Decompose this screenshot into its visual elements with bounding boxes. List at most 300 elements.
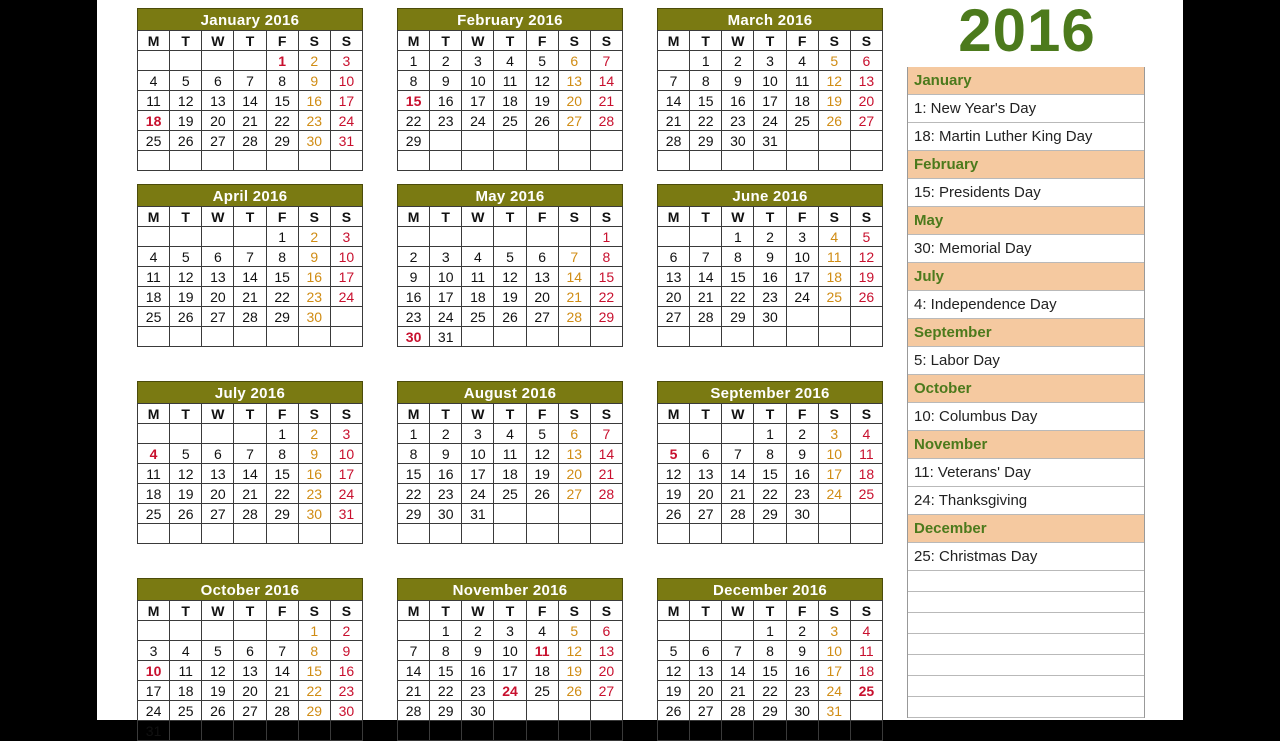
day-cell: 22 [266,484,298,504]
day-cell: 23 [298,111,330,131]
holiday-month-header: November [908,431,1144,459]
weekday-header: F [266,31,298,51]
weekday-header: S [850,404,882,424]
day-cell: 7 [398,641,430,661]
weekday-header: M [138,404,170,424]
day-cell: 16 [398,287,430,307]
day-cell: 22 [430,681,462,701]
weekday-header: S [330,207,362,227]
day-cell: 25 [494,111,526,131]
empty-day-cell [818,151,850,171]
day-cell: 22 [754,681,786,701]
day-cell: 30 [430,504,462,524]
day-cell: 12 [202,661,234,681]
empty-day-cell [690,721,722,741]
day-cell: 19 [558,661,590,681]
day-cell: 10 [430,267,462,287]
day-cell: 7 [722,641,754,661]
day-cell: 14 [658,91,690,111]
weekday-header: T [430,601,462,621]
day-cell: 1 [754,621,786,641]
weekday-header: T [234,601,266,621]
month-title: June 2016 [657,184,883,206]
day-cell: 1 [754,424,786,444]
day-cell: 4 [526,621,558,641]
weekday-header: S [850,31,882,51]
day-cell: 30 [330,701,362,721]
weekday-header: S [558,207,590,227]
day-cell: 27 [234,701,266,721]
weekday-header: T [170,404,202,424]
day-cell: 17 [494,661,526,681]
day-cell: 16 [754,267,786,287]
day-cell: 26 [658,504,690,524]
empty-day-cell [526,524,558,544]
day-cell: 2 [298,51,330,71]
day-cell: 9 [298,247,330,267]
day-cell: 17 [330,464,362,484]
empty-day-cell [494,504,526,524]
day-cell: 6 [690,641,722,661]
day-cell: 26 [558,681,590,701]
day-cell: 4 [786,51,818,71]
day-cell: 27 [526,307,558,327]
day-cell: 3 [754,51,786,71]
day-cell: 7 [234,247,266,267]
day-cell: 30 [298,131,330,151]
empty-day-cell [138,524,170,544]
month-calendar [657,578,883,741]
day-cell: 18 [850,661,882,681]
day-cell: 2 [430,424,462,444]
holiday-month-header: February [908,151,1144,179]
weekday-header: T [754,31,786,51]
empty-day-cell [398,721,430,741]
day-cell: 15 [266,464,298,484]
month-title: December 2016 [657,578,883,600]
month-calendar [657,381,883,544]
day-cell: 25 [170,701,202,721]
day-cell: 5 [658,444,690,464]
day-cell: 20 [558,91,590,111]
empty-day-cell [234,51,266,71]
day-cell: 30 [722,131,754,151]
day-cell: 23 [430,111,462,131]
day-cell: 28 [590,111,622,131]
day-cell: 19 [526,464,558,484]
empty-day-cell [330,151,362,171]
empty-day-cell [398,227,430,247]
month-title: May 2016 [397,184,623,206]
day-cell: 28 [398,701,430,721]
day-cell: 26 [202,701,234,721]
month-calendar [657,8,883,171]
day-cell: 11 [850,641,882,661]
empty-day-cell [398,621,430,641]
day-cell: 9 [754,247,786,267]
empty-day-cell [590,327,622,347]
day-cell: 5 [494,247,526,267]
day-cell: 14 [234,267,266,287]
day-cell: 5 [526,51,558,71]
day-cell: 12 [818,71,850,91]
weekday-header: T [234,207,266,227]
day-cell: 20 [558,464,590,484]
day-cell: 21 [690,287,722,307]
weekday-header: T [494,31,526,51]
weekday-header: S [590,207,622,227]
empty-day-cell [202,524,234,544]
empty-day-cell [722,151,754,171]
weekday-header: S [298,404,330,424]
empty-day-cell [430,151,462,171]
day-cell: 4 [138,247,170,267]
day-cell: 5 [526,424,558,444]
day-cell: 26 [818,111,850,131]
day-cell: 29 [754,701,786,721]
day-cell: 22 [398,484,430,504]
day-cell: 31 [330,131,362,151]
empty-day-cell [786,151,818,171]
day-cell: 28 [590,484,622,504]
day-cell: 21 [722,681,754,701]
day-cell: 21 [398,681,430,701]
day-cell: 10 [330,247,362,267]
day-cell: 2 [786,424,818,444]
day-cell: 8 [398,444,430,464]
day-cell: 2 [330,621,362,641]
day-cell: 14 [234,91,266,111]
day-cell: 15 [754,661,786,681]
day-cell: 16 [430,464,462,484]
day-cell: 26 [658,701,690,721]
day-cell: 4 [138,71,170,91]
day-cell: 4 [494,51,526,71]
day-cell: 26 [526,111,558,131]
day-cell: 18 [786,91,818,111]
day-cell: 29 [298,701,330,721]
day-cell: 20 [526,287,558,307]
empty-day-cell [786,131,818,151]
day-cell: 7 [590,424,622,444]
empty-day-cell [138,51,170,71]
day-cell: 20 [202,111,234,131]
day-cell: 13 [202,267,234,287]
day-cell: 22 [398,111,430,131]
empty-day-cell [298,721,330,741]
day-cell: 16 [786,464,818,484]
empty-day-cell [330,307,362,327]
day-cell: 29 [754,504,786,524]
empty-day-cell [398,524,430,544]
empty-day-cell [722,621,754,641]
weekday-header: W [202,404,234,424]
day-cell: 2 [298,227,330,247]
weekday-header: T [690,601,722,621]
day-cell: 9 [330,641,362,661]
holiday-month-header: May [908,207,1144,235]
day-cell: 8 [298,641,330,661]
weekday-header: W [202,207,234,227]
day-cell: 12 [658,464,690,484]
day-cell: 21 [590,464,622,484]
holiday-month-header: December [908,515,1144,543]
weekday-header: F [786,207,818,227]
day-cell: 19 [658,484,690,504]
empty-day-cell [590,131,622,151]
day-cell: 11 [494,71,526,91]
empty-day-cell [818,327,850,347]
day-cell: 10 [494,641,526,661]
day-cell: 9 [430,444,462,464]
day-cell: 29 [266,504,298,524]
day-cell: 9 [462,641,494,661]
day-cell: 28 [558,307,590,327]
day-cell: 26 [170,504,202,524]
empty-day-cell [850,131,882,151]
weekday-header: S [818,207,850,227]
day-cell: 9 [398,267,430,287]
weekday-header: T [170,31,202,51]
day-cell: 11 [526,641,558,661]
day-cell: 8 [590,247,622,267]
day-cell: 14 [234,464,266,484]
empty-day-cell [170,227,202,247]
empty-day-cell [234,621,266,641]
empty-day-cell [690,621,722,641]
weekday-header: T [170,207,202,227]
day-cell: 2 [754,227,786,247]
day-cell: 7 [234,444,266,464]
day-cell: 25 [494,484,526,504]
empty-day-cell [202,621,234,641]
day-cell: 19 [170,111,202,131]
blank-note-line [908,634,1144,655]
day-cell: 23 [722,111,754,131]
empty-day-cell [590,151,622,171]
day-cell: 27 [558,111,590,131]
empty-day-cell [170,327,202,347]
weekday-header: F [266,404,298,424]
day-cell: 3 [430,247,462,267]
month-title: February 2016 [397,8,623,30]
weekday-header: S [298,601,330,621]
day-cell: 2 [722,51,754,71]
day-cell: 22 [754,484,786,504]
empty-day-cell [722,327,754,347]
empty-day-cell [590,504,622,524]
day-cell: 18 [138,111,170,131]
empty-day-cell [526,151,558,171]
month-title: July 2016 [137,381,363,403]
weekday-header: M [658,404,690,424]
day-cell: 21 [266,681,298,701]
empty-day-cell [330,524,362,544]
weekday-header: W [462,207,494,227]
empty-day-cell [494,327,526,347]
day-cell: 28 [690,307,722,327]
day-cell: 15 [754,464,786,484]
day-cell: 10 [786,247,818,267]
day-cell: 28 [234,504,266,524]
weekday-header: T [170,601,202,621]
day-cell: 4 [462,247,494,267]
calendar-page [97,0,1183,739]
day-cell: 25 [526,681,558,701]
blank-note-line [908,655,1144,676]
weekday-header: M [398,404,430,424]
day-cell: 2 [462,621,494,641]
day-cell: 17 [818,661,850,681]
empty-day-cell [170,721,202,741]
day-cell: 23 [430,484,462,504]
day-cell: 11 [818,247,850,267]
day-cell: 12 [170,91,202,111]
month-grid [397,600,623,741]
empty-day-cell [234,721,266,741]
day-cell: 25 [786,111,818,131]
holiday-item: 1: New Year's Day [908,95,1144,123]
empty-day-cell [234,524,266,544]
day-cell: 20 [690,484,722,504]
empty-day-cell [202,327,234,347]
empty-day-cell [330,721,362,741]
empty-day-cell [850,524,882,544]
day-cell: 27 [202,307,234,327]
weekday-header: M [398,31,430,51]
day-cell: 5 [818,51,850,71]
weekday-header: S [558,601,590,621]
day-cell: 29 [398,504,430,524]
weekday-header: T [494,404,526,424]
weekday-header: F [526,601,558,621]
day-cell: 25 [818,287,850,307]
weekday-header: T [690,207,722,227]
month-grid [137,206,363,347]
empty-day-cell [170,621,202,641]
month-calendar [397,184,623,347]
month-grid [657,600,883,741]
empty-day-cell [266,524,298,544]
day-cell: 26 [170,307,202,327]
day-cell: 12 [494,267,526,287]
day-cell: 31 [754,131,786,151]
empty-day-cell [658,721,690,741]
weekday-header: F [266,207,298,227]
day-cell: 17 [138,681,170,701]
weekday-header: W [722,601,754,621]
day-cell: 30 [298,504,330,524]
empty-day-cell [786,524,818,544]
day-cell: 12 [526,71,558,91]
day-cell: 16 [298,267,330,287]
day-cell: 2 [430,51,462,71]
day-cell: 29 [266,131,298,151]
day-cell: 9 [298,444,330,464]
month-grid [657,206,883,347]
day-cell: 16 [298,464,330,484]
day-cell: 15 [690,91,722,111]
holiday-item: 10: Columbus Day [908,403,1144,431]
weekday-header: T [494,207,526,227]
day-cell: 18 [494,464,526,484]
day-cell: 17 [786,267,818,287]
day-cell: 6 [658,247,690,267]
weekday-header: W [722,404,754,424]
day-cell: 21 [234,111,266,131]
day-cell: 24 [430,307,462,327]
empty-day-cell [526,227,558,247]
holiday-item: 24: Thanksgiving [908,487,1144,515]
month-grid [397,206,623,347]
empty-day-cell [202,151,234,171]
day-cell: 2 [298,424,330,444]
day-cell: 10 [138,661,170,681]
day-cell: 7 [690,247,722,267]
empty-day-cell [430,227,462,247]
empty-day-cell [462,524,494,544]
day-cell: 25 [850,681,882,701]
day-cell: 13 [526,267,558,287]
day-cell: 30 [754,307,786,327]
day-cell: 5 [558,621,590,641]
weekday-header: F [786,31,818,51]
month-title: April 2016 [137,184,363,206]
day-cell: 7 [558,247,590,267]
day-cell: 11 [850,444,882,464]
day-cell: 21 [658,111,690,131]
day-cell: 30 [298,307,330,327]
empty-day-cell [170,424,202,444]
day-cell: 12 [170,267,202,287]
day-cell: 13 [690,464,722,484]
blank-note-line [908,613,1144,634]
day-cell: 1 [430,621,462,641]
year-title: 2016 [958,0,1096,64]
day-cell: 18 [138,287,170,307]
weekday-header: T [754,404,786,424]
day-cell: 9 [786,444,818,464]
day-cell: 11 [138,464,170,484]
day-cell: 12 [850,247,882,267]
day-cell: 23 [298,484,330,504]
day-cell: 31 [138,721,170,741]
day-cell: 8 [266,444,298,464]
weekday-header: W [462,404,494,424]
empty-day-cell [202,721,234,741]
empty-day-cell [462,151,494,171]
month-title: October 2016 [137,578,363,600]
month-title: January 2016 [137,8,363,30]
day-cell: 8 [690,71,722,91]
day-cell: 15 [430,661,462,681]
weekday-header: F [526,404,558,424]
empty-day-cell [690,424,722,444]
empty-day-cell [398,151,430,171]
day-cell: 29 [590,307,622,327]
day-cell: 7 [658,71,690,91]
day-cell: 3 [818,621,850,641]
month-calendar [397,578,623,741]
day-cell: 13 [658,267,690,287]
day-cell: 14 [558,267,590,287]
empty-day-cell [298,151,330,171]
month-calendar [137,8,363,171]
day-cell: 19 [202,681,234,701]
empty-day-cell [590,701,622,721]
day-cell: 13 [690,661,722,681]
day-cell: 15 [266,91,298,111]
